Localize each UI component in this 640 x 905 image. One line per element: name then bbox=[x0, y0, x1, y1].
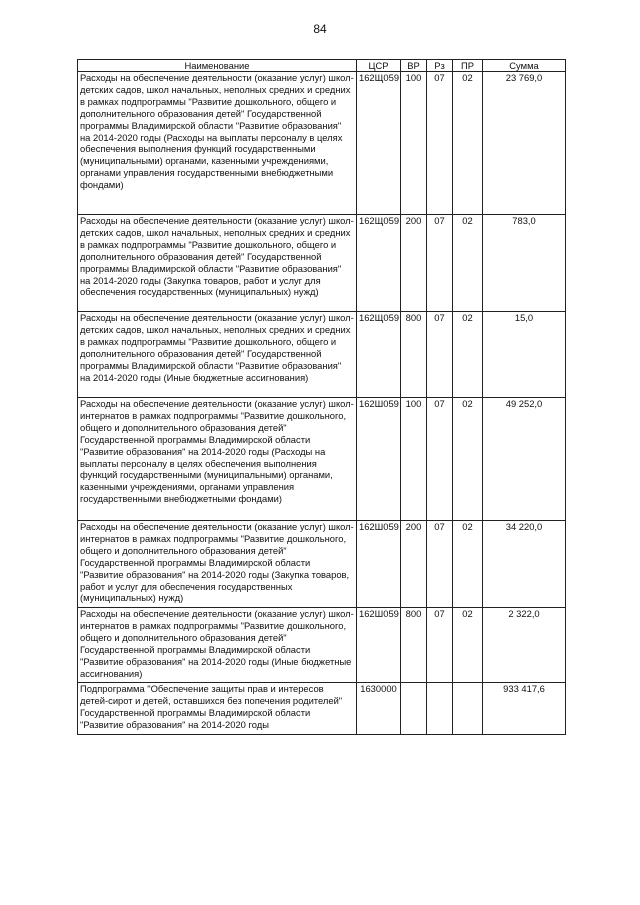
row-name: Расходы на обеспечение деятельности (оказание услуг) школ-интернатов в рамках подпрограммы "Развитие дошкольного, общего и дополнительного образования детей" Государственной программы Владимирской области "Развитие образования" на 2014-2020 годы (Иные бюджетные ассигнования) bbox=[78, 608, 357, 683]
row-name: Расходы на обеспечение деятельности (оказание услуг) школ-интернатов в рамках подпрограммы "Развитие дошкольного, общего и дополнительного образования детей" Государственной программы Владимирской области "Развитие образования" на 2014-2020 годы (Закупка товаров, работ и услуг для обеспечения государственных (муниципальных) нужд) bbox=[78, 521, 357, 608]
row-sum: 49 252,0 bbox=[483, 398, 566, 521]
row-rz: 07 bbox=[427, 72, 453, 215]
row-rz: 07 bbox=[427, 398, 453, 521]
row-sum: 2 322,0 bbox=[483, 608, 566, 683]
row-sum: 34 220,0 bbox=[483, 521, 566, 608]
row-csr: 1630000 bbox=[357, 683, 401, 735]
row-rz: 07 bbox=[427, 608, 453, 683]
row-pr: 02 bbox=[453, 608, 483, 683]
row-csr: 162Ш059 bbox=[357, 398, 401, 521]
row-csr: 162Щ059 bbox=[357, 72, 401, 215]
row-vr: 100 bbox=[401, 398, 427, 521]
row-pr: 02 bbox=[453, 215, 483, 312]
row-rz: 07 bbox=[427, 521, 453, 608]
row-csr: 162Ш059 bbox=[357, 521, 401, 608]
row-pr: 02 bbox=[453, 72, 483, 215]
table-row bbox=[78, 398, 566, 521]
budget-table bbox=[77, 59, 566, 735]
row-vr bbox=[401, 683, 427, 735]
table-row bbox=[78, 521, 566, 608]
row-rz: 07 bbox=[427, 215, 453, 312]
header-name: Наименование bbox=[78, 60, 357, 72]
row-csr: 162Щ059 bbox=[357, 312, 401, 398]
row-name: Расходы на обеспечение деятельности (оказание услуг) школ-интернатов в рамках подпрограммы "Развитие дошкольного, общего и дополнительного образования детей" Государственной программы Владимирской области "Развитие образования" на 2014-2020 годы (Расходы на выплаты персоналу в целях обеспечения выполнения функций государственными (муниципальными) органами, казенными учреждениями, органами управления государственными внебюджетными фондами) bbox=[78, 398, 357, 521]
table-row bbox=[78, 608, 566, 683]
row-vr: 100 bbox=[401, 72, 427, 215]
row-pr: 02 bbox=[453, 312, 483, 398]
row-pr: 02 bbox=[453, 398, 483, 521]
row-rz bbox=[427, 683, 453, 735]
header-pr: ПР bbox=[453, 60, 483, 72]
row-pr: 02 bbox=[453, 521, 483, 608]
table-row bbox=[78, 215, 566, 312]
table-row bbox=[78, 683, 566, 735]
row-sum: 933 417,6 bbox=[483, 683, 566, 735]
row-vr: 800 bbox=[401, 312, 427, 398]
row-vr: 200 bbox=[401, 215, 427, 312]
row-rz: 07 bbox=[427, 312, 453, 398]
row-name: Подпрограмма "Обеспечение защиты прав и интересов детей-сирот и детей, оставшихся без попечения родителей" Государственной программы Владимирской области "Развитие образования" на 2014-2020 годы bbox=[78, 683, 357, 735]
row-sum: 23 769,0 bbox=[483, 72, 566, 215]
page-number: 84 bbox=[313, 22, 327, 36]
row-vr: 800 bbox=[401, 608, 427, 683]
table-row bbox=[78, 72, 566, 215]
row-sum: 15,0 bbox=[483, 312, 566, 398]
row-name: Расходы на обеспечение деятельности (оказание услуг) школ-детских садов, школ начальных, неполных средних и средних в рамках подпрограммы "Развитие дошкольного, общего и дополнительного образования детей" Государственной программы Владимирской области "Развитие образования" на 2014-2020 годы (Закупка товаров, работ и услуг для обеспечения государственных (муниципальных) нужд) bbox=[78, 215, 357, 312]
row-sum: 783,0 bbox=[483, 215, 566, 312]
header-row bbox=[78, 60, 566, 72]
header-csr: ЦСР bbox=[357, 60, 401, 72]
row-name: Расходы на обеспечение деятельности (оказание услуг) школ-детских садов, школ начальных, неполных средних и средних в рамках подпрограммы "Развитие дошкольного, общего и дополнительного образования детей" Государственной программы Владимирской области "Развитие образования" на 2014-2020 годы (Иные бюджетные ассигнования) bbox=[78, 312, 357, 398]
header-sum: Сумма bbox=[483, 60, 566, 72]
header-rz: Рз bbox=[427, 60, 453, 72]
table-row bbox=[78, 312, 566, 398]
row-csr: 162Ш059 bbox=[357, 608, 401, 683]
row-pr bbox=[453, 683, 483, 735]
row-csr: 162Щ059 bbox=[357, 215, 401, 312]
header-vr: ВР bbox=[401, 60, 427, 72]
row-name: Расходы на обеспечение деятельности (оказание услуг) школ-детских садов, школ начальных, неполных средних и средних в рамках подпрограммы "Развитие дошкольного, общего и дополнительного образования детей" Государственной программы Владимирской области "Развитие образования" на 2014-2020 годы (Расходы на выплаты персоналу в целях обеспечения выполнения функций государственными (муниципальными) органами, казенными учреждениями, органами управления государственными внебюджетными фондами) bbox=[78, 72, 357, 215]
row-vr: 200 bbox=[401, 521, 427, 608]
